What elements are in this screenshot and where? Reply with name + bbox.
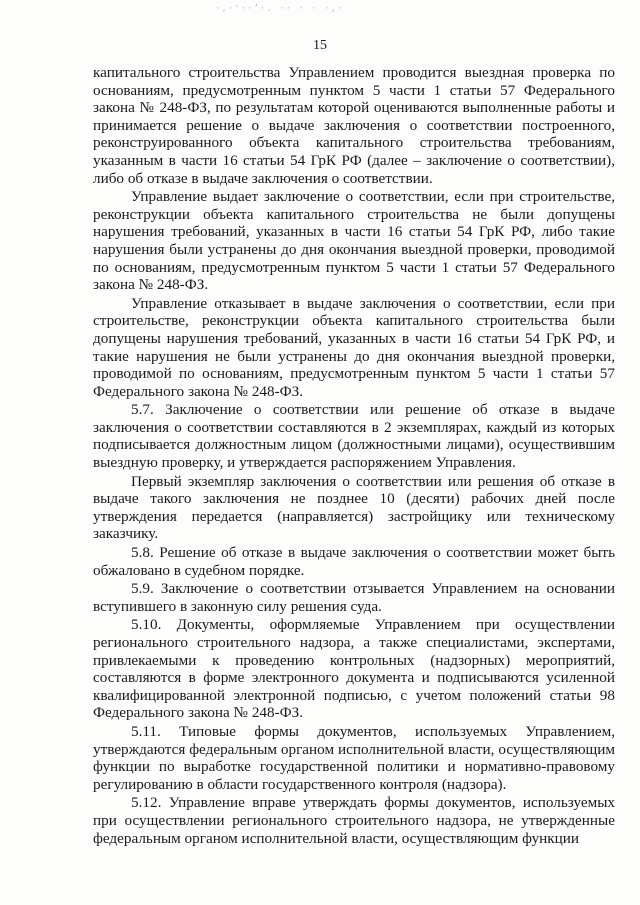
document-body xyxy=(93,64,615,847)
paragraph: Управление выдает заключение о соответствии, если при строительстве, реконструкции объекта капитального строительства не были допущены нарушения требований, указанных в части 16 статьи 54 ГрК РФ, либо такие нарушения были устранены до дня окончания выездной проверки, проводимой по основаниям, предусмотренным пунктом 5 части 1 статьи 57 Федерального закона № 248-ФЗ. xyxy=(93,188,615,294)
paragraph-5-10: 5.10. Документы, оформляемые Управлением при осуществлении регионального строительного надзора, а также специалистами, экспертами, привлекаемыми к проведению контрольных (надзорных) мероприятий, составляются в форме электронного документа и подписываются усиленной квалифицированной электронной подписью, с учетом положений статьи 98 Федерального закона № 248-ФЗ. xyxy=(93,616,615,722)
paragraph-5-9: 5.9. Заключение о соответствии отзывается Управлением на основании вступившего в законную силу решения суда. xyxy=(93,580,615,615)
page-number: 15 xyxy=(313,38,327,53)
scan-artifact: ·,·'··’·. ·· · · ·,· xyxy=(215,4,344,14)
paragraph-5-7: 5.7. Заключение о соответствии или решение об отказе в выдаче заключения о соответствии составляются в 2 экземплярах, каждый из которых подписывается должностным лицом (должностными лицами), осуществившим выездную проверку, и утверждается распоряжением Управления. xyxy=(93,401,615,472)
paragraph: Первый экземпляр заключения о соответствии или решения об отказе в выдаче такого заключения не позднее 10 (десяти) рабочих дней после утверждения передается (направляется) застройщику или техническому заказчику. xyxy=(93,472,615,543)
paragraph-5-8: 5.8. Решение об отказе в выдаче заключения о соответствии может быть обжаловано в судебном порядке. xyxy=(93,544,615,579)
paragraph: Управление отказывает в выдаче заключения о соответствии, если при строительстве, реконструкции объекта капитального строительства были допущены нарушения требований, указанных в части 16 статьи 54 ГрК РФ, и такие нарушения не были устранены до дня окончания выездной проверки, проводимой по основаниям, предусмотренным пунктом 5 части 1 статьи 57 Федерального закона № 248-ФЗ. xyxy=(93,294,615,400)
paragraph-5-12: 5.12. Управление вправе утверждать формы документов, используемых при осуществлении регионального строительного надзора, не утвержденные федеральным органом исполнительной власти, осуществляющим функции xyxy=(93,794,615,847)
paragraph-5-11: 5.11. Типовые формы документов, используемых Управлением, утверждаются федеральным органом исполнительной власти, осуществляющим функции по выработке государственной политики и нормативно-правовому регулированию в области государственного контроля (надзора). xyxy=(93,722,615,793)
paragraph-continuation: капитального строительства Управлением проводится выездная проверка по основаниям, предусмотренным пунктом 5 части 1 статьи 57 Федерального закона № 248-ФЗ, по результатам которой оцениваются выполненные работы и принимается решение о выдаче заключения о соответствии построенного, реконструированного объекта капитального строительства требованиям, указанным в части 16 статьи 54 ГрК РФ (далее – заключение о соответствии), либо об отказе в выдаче заключения о соответствии. xyxy=(93,64,615,187)
